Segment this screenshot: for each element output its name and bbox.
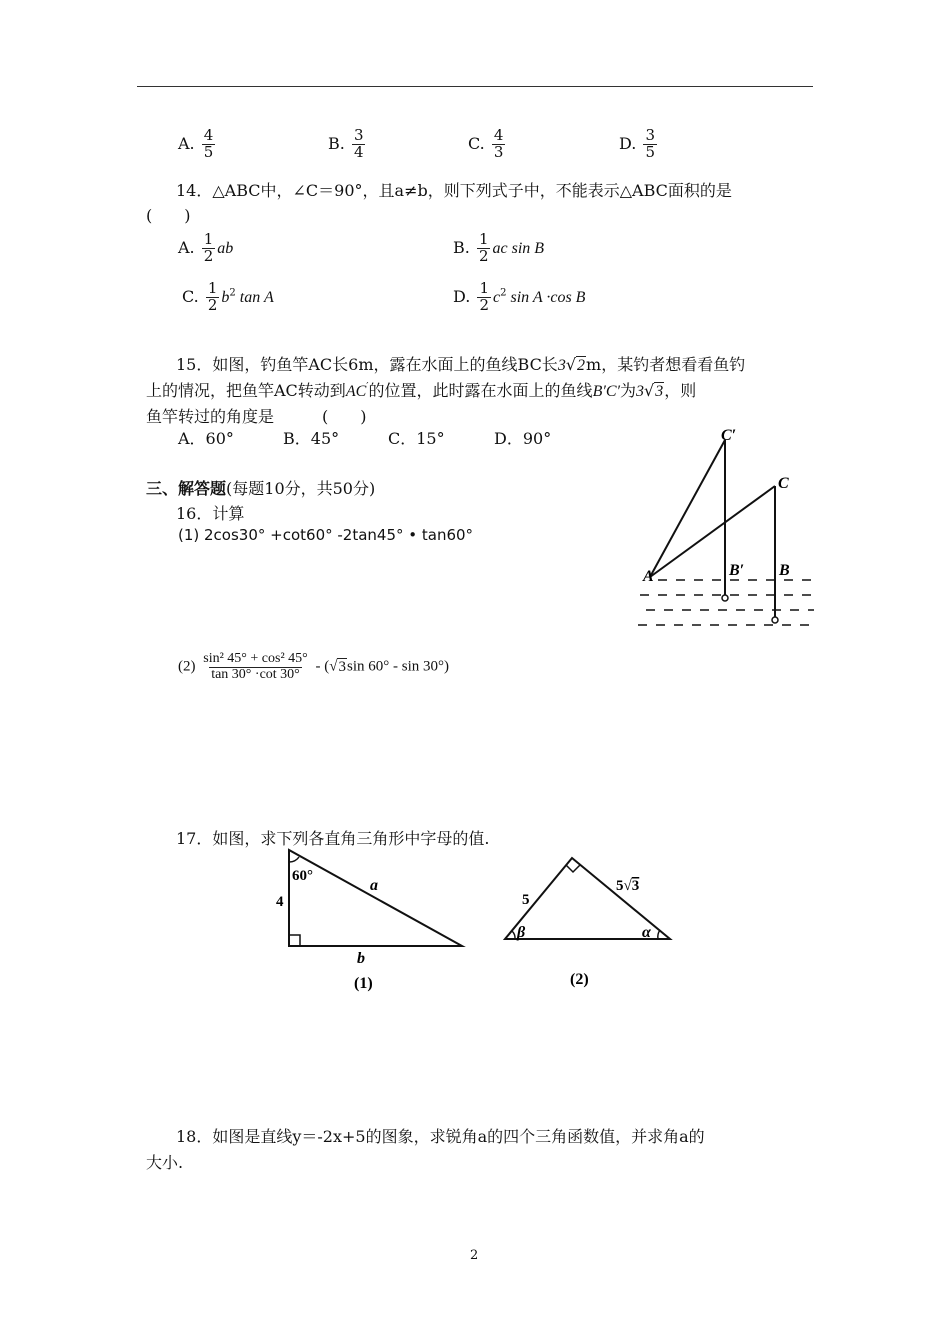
hook-b-prime xyxy=(722,595,728,601)
header-rule xyxy=(137,86,813,87)
fishing-rod-figure xyxy=(628,420,823,640)
caption-2: (2) xyxy=(570,971,589,988)
q18-line1: 18．如图是直线y＝-2x+5的图象，求锐角a的四个三角函数值，并求角a的 xyxy=(176,1127,705,1146)
label-c: C xyxy=(778,475,789,492)
q13-option-c: C. $\frac{4}{3}$ xyxy=(468,126,504,161)
q14-option-c: C. $\frac{1}{2}$ $b^2$ tan A xyxy=(182,279,274,314)
triangle-figure-2 xyxy=(498,846,678,996)
page-number: 2 xyxy=(470,1248,479,1263)
beta-arc xyxy=(512,931,515,939)
angle-arc xyxy=(289,857,299,862)
rod-ac xyxy=(650,486,775,577)
angle-label: 60° xyxy=(292,868,313,884)
q15-line1: 15．如图，钓鱼竿AC长6m，露在水面上的鱼线BC长3√2m，某钓者想看看鱼钓 xyxy=(176,355,746,374)
q15-line2: 上的情况，把鱼竿AC转动到AC′的位置，此时露在水面上的鱼线B′C′为3√3，则 xyxy=(146,381,697,400)
q15-option-c: C．15° xyxy=(388,429,445,448)
q15-option-d: D．90° xyxy=(494,429,552,448)
q16-title: 16．计算 xyxy=(176,504,245,523)
hook-b xyxy=(772,617,778,623)
label-b-prime: B′ xyxy=(729,562,745,579)
left-side-label: 5 xyxy=(522,892,530,908)
q14-option-a: A. $\frac{1}{2}$ ab xyxy=(178,230,234,265)
section-title: 三、解答题(每题10分，共50分) xyxy=(146,479,376,498)
right-side-label: 5√3 xyxy=(616,878,640,894)
q14-option-b: B. $\frac{1}{2}$ ac sin B xyxy=(453,230,545,265)
right-angle-mark-2 xyxy=(566,865,580,872)
right-angle-mark xyxy=(289,935,300,946)
q17-stem: 17．如图，求下列各直角三角形中字母的值. xyxy=(176,829,490,848)
side-label: 4 xyxy=(276,894,284,910)
fraction: $\frac{4}{5}$ xyxy=(203,126,214,161)
q14-stem: 14．△ABC中，∠C＝90°，且a≠b，则下列式子中，不能表示△ABC面积的是 xyxy=(176,181,732,200)
alpha-label: α xyxy=(642,924,651,941)
q14-paren: ( ) xyxy=(146,206,191,225)
hyp-label: a xyxy=(370,877,378,894)
label-a: A xyxy=(643,568,654,585)
label-b: B xyxy=(779,562,790,579)
label-c-prime: C′ xyxy=(721,427,737,444)
beta-label: β xyxy=(517,924,526,941)
q13-option-d: D. $\frac{3}{5}$ xyxy=(619,126,655,161)
rod-ac-prime xyxy=(650,440,725,577)
q13-option-b: B. $\frac{3}{4}$ xyxy=(328,126,364,161)
caption-1: (1) xyxy=(354,975,373,992)
q15-line3: 鱼竿转过的角度是 ( ) xyxy=(146,407,367,426)
triangle-1 xyxy=(289,850,462,946)
q15-option-b: B．45° xyxy=(283,429,340,448)
q18-line2: 大小. xyxy=(146,1153,184,1172)
q16-part1: (1) 2cos30° +cot60° -2tan45° • tan60° xyxy=(178,526,474,544)
triangle-figure-1 xyxy=(272,846,472,996)
q16-part2-fraction: $\frac{\text{sin² 45° + cos² 45°}}{\tan 30^\circ \cdot\cot 30^\circ}$ xyxy=(203,651,308,682)
base-label: b xyxy=(357,950,365,967)
q14-option-d: D. $\frac{1}{2}$ $c^2$ sin A ·cos B xyxy=(453,279,586,314)
q13-option-a: A. $\frac{4}{5}$ xyxy=(178,126,214,161)
alpha-arc xyxy=(658,930,660,939)
q16-part2: (2) $\frac{\text{sin² 45° + cos² 45°}}{\tan 30^\circ \cdot\cot 30^\circ}$ - (√3sin 60° - sin 30°) xyxy=(178,651,449,682)
q15-option-a: A．60° xyxy=(178,429,234,448)
